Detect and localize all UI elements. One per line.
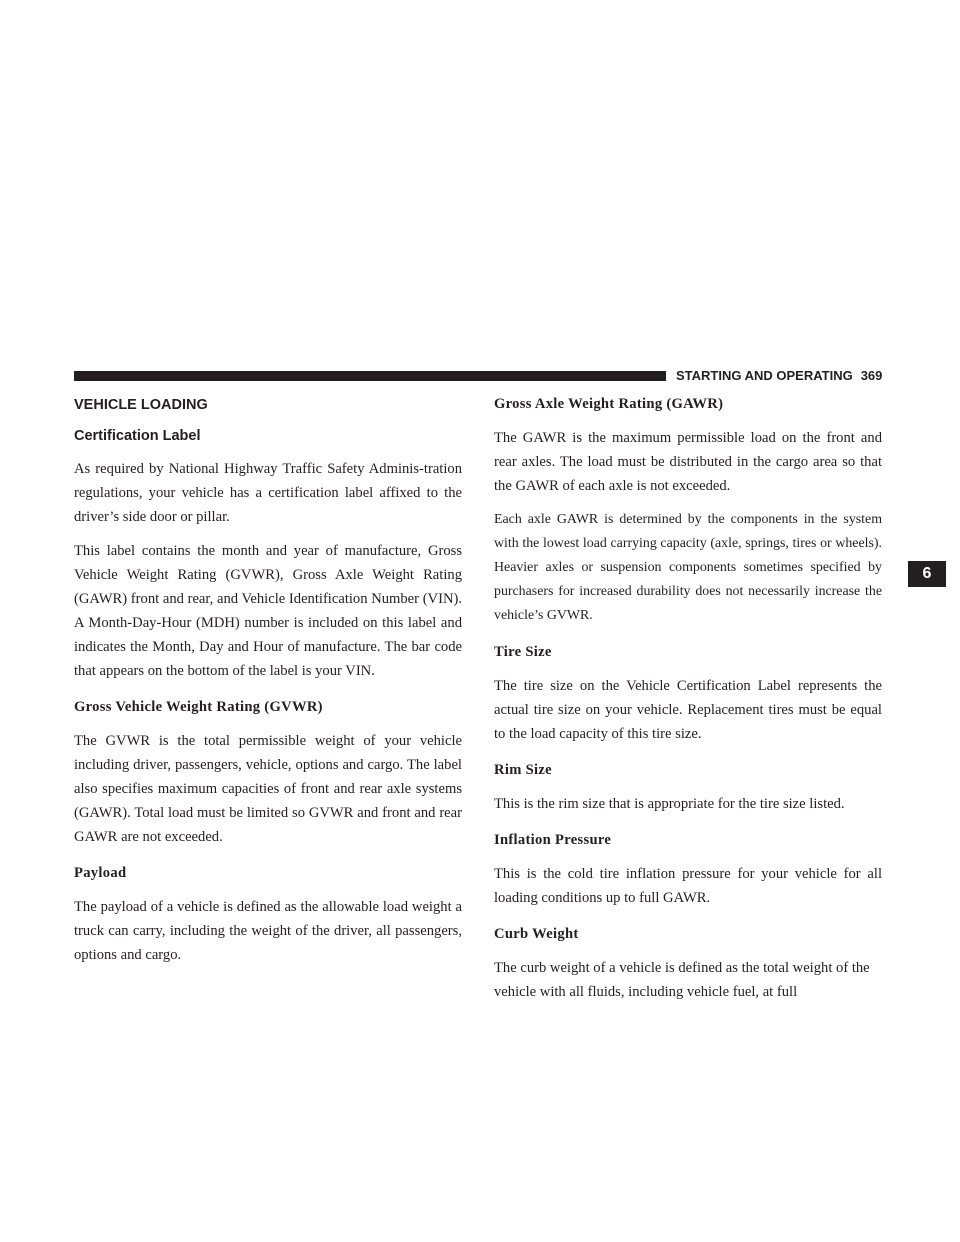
gawr-heading: Gross Axle Weight Rating (GAWR) (494, 396, 724, 412)
rim-size-heading: Rim Size (494, 762, 552, 778)
tire-size-heading: Tire Size (494, 644, 552, 660)
curb-weight-paragraph: The curb weight of a vehicle is defined as the total weight of the vehicle with all fluids, including vehicle fuel, at full (494, 960, 870, 1000)
certification-label-heading: Certification Label (74, 428, 201, 444)
payload-paragraph: The payload of a vehicle is defined as the allowable load weight a truck can carry, including the weight of the driver, all passengers, options and cargo. (74, 899, 462, 963)
inflation-pressure-paragraph: This is the cold tire inflation pressure for your vehicle for all loading conditions up to full GAWR. (494, 866, 882, 906)
chapter-tab: 6 (908, 561, 946, 587)
tire-size-paragraph: The tire size on the Vehicle Certification Label represents the actual tire size on your vehicle. Replacement tires must be equal to the load capacity of this tire size. (494, 678, 882, 742)
inflation-pressure-heading: Inflation Pressure (494, 832, 612, 848)
section-name: STARTING AND OPERATING (676, 368, 853, 383)
section-title: VEHICLE LOADING (74, 397, 208, 413)
page-number: 369 (860, 368, 883, 383)
gawr-paragraph-1: The GAWR is the maximum permissible load on the front and rear axles. The load must be distributed in the cargo area so that the GAWR of each axle is not exceeded. (494, 430, 882, 494)
rim-size-paragraph: This is the rim size that is appropriate for the tire size listed. (494, 796, 845, 812)
certification-paragraph-2: This label contains the month and year of manufacture, Gross Vehicle Weight Rating (GVWR), Gross Axle Weight Rating (GAWR) front and rear, and Vehicle Identification Number (VIN). A Month-Day-Hour (MDH) number is included on this label and indicates the Month, Day and Hour of manufacture. The bar code that appears on the bottom of the label is your VIN. (74, 543, 462, 679)
curb-weight-heading: Curb Weight (494, 926, 579, 942)
certification-paragraph-1: As required by National Highway Traffic Safety Adminis-tration regulations, your vehicle has a certification label affixed to the driver’s side door or pillar. (74, 461, 462, 525)
gvwr-heading: Gross Vehicle Weight Rating (GVWR) (74, 699, 323, 715)
gawr-paragraph-2: Each axle GAWR is determined by the components in the system with the lowest load carrying capacity (axle, springs, tires or wheels). Heavier axles or suspension components sometimes specified by purchasers for increased durability does not necessarily increase the vehicle’s GVWR. (494, 512, 882, 623)
header-rule (74, 371, 666, 381)
gvwr-paragraph: The GVWR is the total permissible weight of your vehicle including driver, passengers, vehicle, options and cargo. The label also specifies maximum capacities of front and rear axle systems (GAWR). Total load must be limited so GVWR and front and rear GAWR are not exceeded. (74, 733, 462, 845)
payload-heading: Payload (74, 865, 127, 881)
running-header (676, 367, 886, 387)
right-column (494, 390, 882, 1004)
left-column (74, 390, 462, 967)
